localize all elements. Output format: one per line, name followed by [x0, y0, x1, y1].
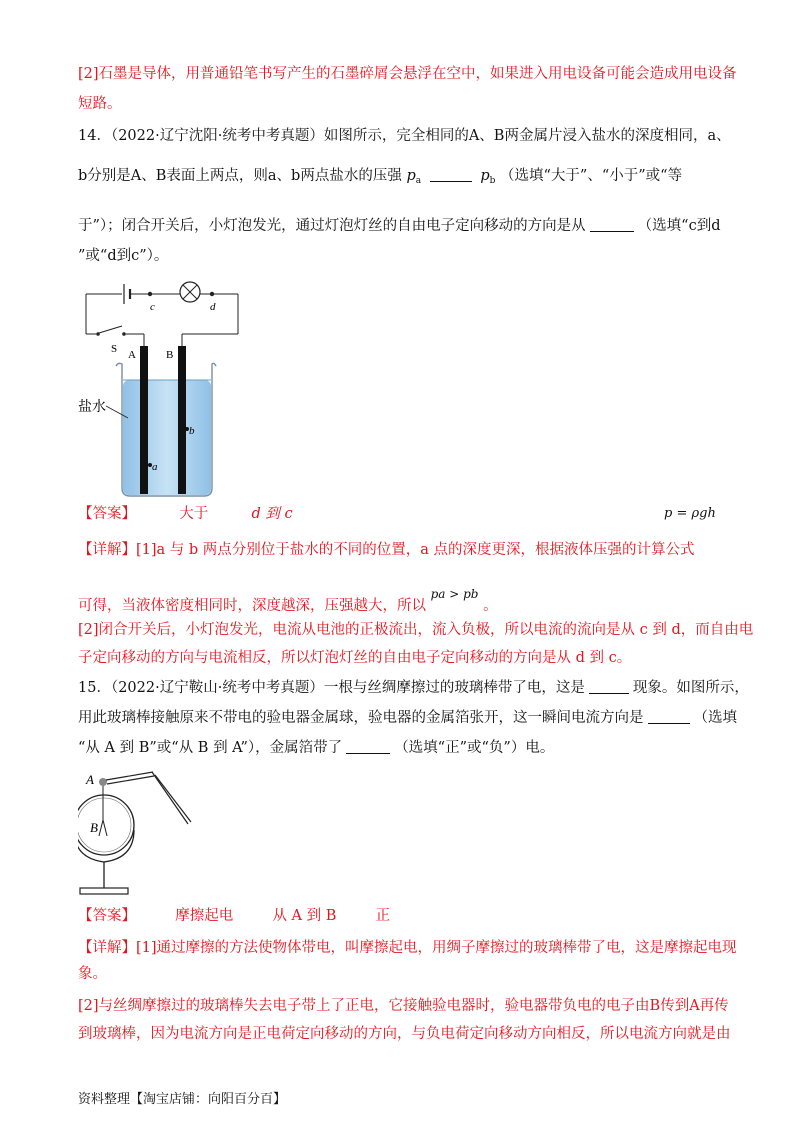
q13-detail-line1: [2]石墨是导体，用普通铅笔书写产生的石墨碎屑会悬浮在空中，如果进入用电设备可能会造成用电设备	[78, 66, 737, 82]
q14-detail-text2: 可得，当液体密度相同时，深度越深，压强越大，所以	[78, 598, 426, 614]
q15-stem-line3	[78, 738, 554, 758]
q15-stem-line1	[78, 678, 749, 698]
label-plate-b: B	[166, 349, 174, 361]
q15-blank-3[interactable]	[346, 739, 390, 754]
q14-detail-text1: [1]a 与 b 两点分别位于盐水的不同的位置，a 点的深度更深，根据液体压强的计算公式	[136, 542, 695, 558]
q15-detail-row1	[78, 938, 737, 958]
q14-detail-label: 【详解】	[78, 542, 136, 558]
q15-stem-line3-text: “从 A 到 B”或“从 B 到 A”），金属箔带了	[78, 740, 343, 756]
q15-stem-line3-end: （选填“正”或“负”）电。	[394, 740, 555, 756]
q15-stem-line2	[78, 708, 737, 728]
label-plate-a: A	[128, 349, 136, 361]
q15-answer-3: 正	[375, 908, 391, 924]
q15-detail-row1b: 象。	[78, 966, 107, 982]
q14-stem-line2	[78, 166, 682, 191]
q14-stem-line1: 14．（2022·辽宁沈阳·统考中考真题）如图所示，完全相同的A、B两金属片浸入盐水的深度相同，a、	[78, 128, 731, 144]
label-point-b: b	[189, 425, 195, 437]
q14-detail-row2	[78, 587, 498, 616]
q14-stem-line2-choice: （选填“大于”、“小于”或“等	[500, 168, 683, 184]
formula-p-rho-g-h: p = ρgh	[664, 506, 716, 521]
q15-stem-line2-text: 用此玻璃棒接触原来不带电的验电器金属球，验电器的金属箔张开，这一瞬间电流方向是	[78, 710, 644, 726]
q15-detail-label: 【详解】	[78, 940, 136, 956]
q15-detail-row3: 到玻璃棒，因为电流方向是正电荷定向移动的方向，与负电荷定向移动方向相反，所以电流方向就是由	[78, 1026, 731, 1042]
pb-symbol: $p_b$	[480, 168, 496, 186]
label-point-a: a	[152, 461, 158, 473]
pa-symbol: $p_a$	[406, 168, 422, 186]
q14-stem-line2-text: b分别是A、B表面上两点，则a、b两点盐水的压强	[78, 168, 402, 184]
q14-circuit-figure	[78, 278, 248, 504]
q15-answer-label: 【答案】	[78, 908, 136, 924]
q15-electroscope-figure	[78, 770, 208, 900]
q15-answer-1: 摩擦起电	[175, 908, 234, 924]
q15-blank-1[interactable]	[589, 679, 629, 694]
q14-stem-line3-text: 于”）；闭合开关后，小灯泡发光，通过灯泡灯丝的自由电子定向移动的方向是从	[78, 218, 586, 234]
label-c: c	[150, 301, 155, 313]
label-ball-a: A	[86, 772, 94, 787]
q14-stem-line3-choice: （选填“c到d	[637, 218, 721, 234]
q15-answer-2: 从 A 到 B	[272, 908, 337, 924]
q15-stem-line1-text: 15．（2022·辽宁鞍山·统考中考真题）一根与丝绸摩擦过的玻璃棒带了电，这是	[78, 680, 585, 696]
label-switch-s: S	[111, 343, 118, 355]
inequality-pa-pb: pa > pb	[430, 587, 479, 601]
q14-blank-2[interactable]	[590, 217, 634, 232]
q14-detail-row1	[78, 540, 695, 560]
q14-answer-1: 大于	[179, 506, 209, 522]
label-foil-b: B	[90, 820, 98, 835]
label-d: d	[210, 301, 216, 313]
q15-answer-row	[78, 906, 390, 926]
q14-answer-2: d 到 c	[251, 506, 293, 522]
label-saltwater: 盐水	[78, 400, 106, 415]
q15-stem-line2-end: （选填	[693, 710, 737, 726]
q13-detail-line2: 短路。	[78, 96, 122, 112]
q14-detail-row3: [2]闭合开关后，小灯泡发光，电流从电池的正极流出，流入负极，所以电流的流向是从 c 到 d，而自由电	[78, 622, 754, 638]
q15-stem-line1-end: 现象。如图所示，	[632, 680, 749, 696]
page-footer: 资料整理【淘宝店铺：向阳百分百】	[78, 1092, 287, 1107]
q14-answer-row	[78, 504, 293, 524]
q14-stem-line4: ”或“d到c”）。	[78, 248, 169, 264]
q14-stem-line3	[78, 216, 721, 236]
q14-blank-1[interactable]	[430, 167, 472, 182]
q15-blank-2[interactable]	[648, 709, 690, 724]
q14-detail-period: 。	[483, 598, 498, 614]
q15-detail-text1: [1]通过摩擦的方法使物体带电，叫摩擦起电，用绸子摩擦过的玻璃棒带了电，这是摩擦起电现	[136, 940, 737, 956]
q15-detail-row2: [2]与丝绸摩擦过的玻璃棒失去电子带上了正电，它接触验电器时，验电器带负电的电子由B传到A再传	[78, 998, 729, 1014]
q14-answer-label: 【答案】	[78, 506, 136, 522]
q14-detail-row4: 子定向移动的方向与电流相反，所以灯泡灯丝的自由电子定向移动的方向是从 d 到 c。	[78, 650, 632, 666]
